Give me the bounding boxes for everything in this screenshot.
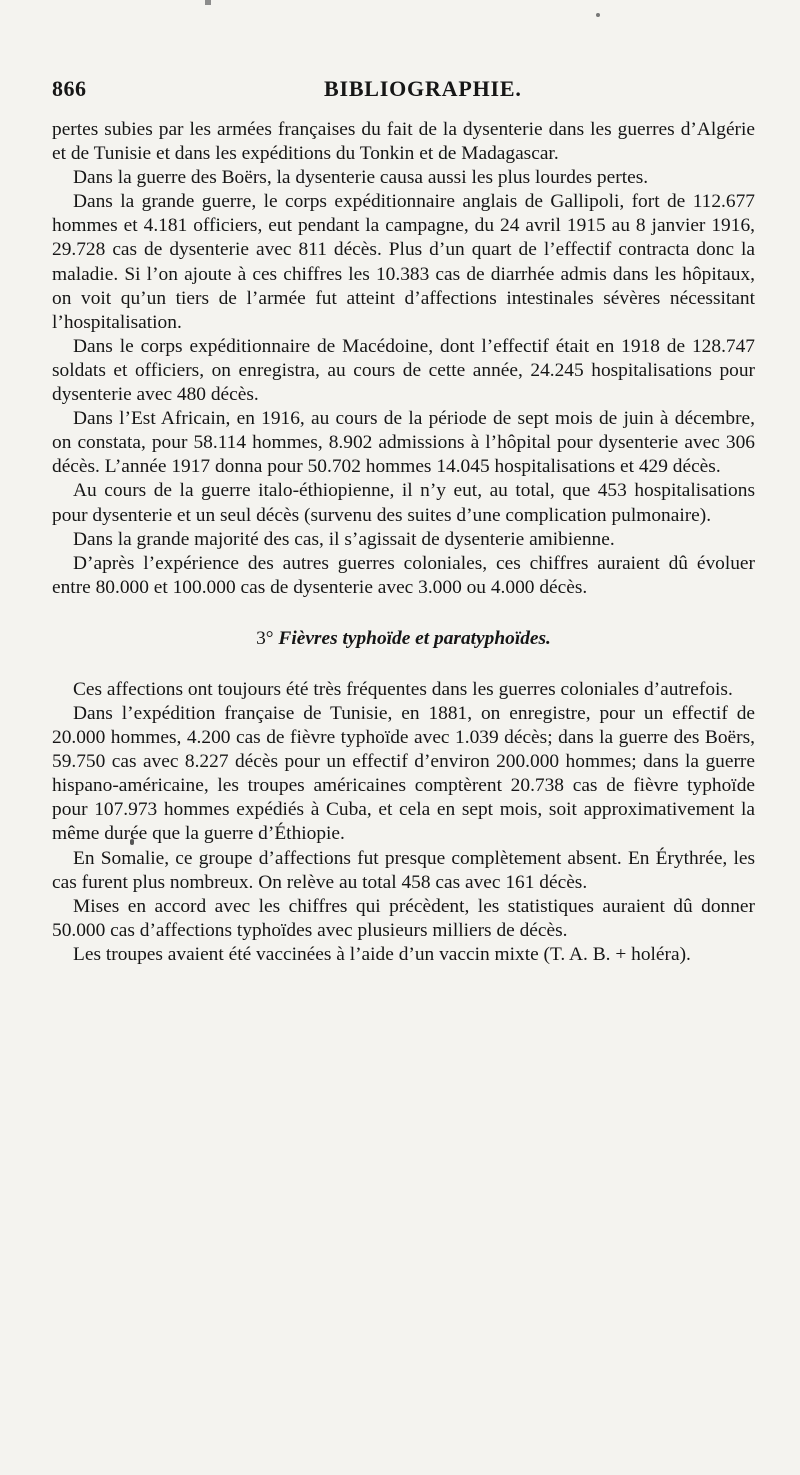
- paragraph: En Somalie, ce groupe d’affections fut presque complètement absent. En Érythrée, les cas furent plus nombreux. On relève au total 458 cas avec 161 décès.: [52, 847, 755, 893]
- page-number: 866: [52, 76, 87, 101]
- paragraph: Ces affections ont toujours été très fréquentes dans les guerres coloniales d’autrefois.: [73, 678, 733, 700]
- paragraph: D’après l’expérience des autres guerres coloniales, ces chiffres auraient dû évoluer entre 80.000 et 100.000 cas de dysenterie avec 3.000 ou 4.000 décès.: [52, 552, 755, 598]
- paragraph: Dans l’Est Africain, en 1916, au cours de la période de sept mois de juin à décembre, on constata, pour 58.114 hommes, 8.902 admissions à l’hôpital pour dysenterie avec 306 décès. L’année 1917 donna pour 50.702 hommes 14.045 hospitalisations et 429 décès.: [52, 408, 755, 478]
- running-title: BIBLIOGRAPHIE.: [324, 76, 522, 101]
- paragraph: Dans la grande guerre, le corps expéditionnaire anglais de Gallipoli, fort de 112.677 hommes et 4.181 officiers, eut pendant la campagne, du 24 avril 1915 au 8 janvier 1916, 29.728 cas de dysenterie avec 811 décès. Plus d’un quart de l’effectif contracta donc la maladie. Si l’on ajoute à ces chiffres les 10.383 cas de diarrhée admis dans les hôpitaux, on voit qu’un tiers de l’armée fut atteint d’affections intestinales sévères nécessitant l’hospitalisation.: [52, 191, 755, 333]
- scan-artifact: [596, 13, 600, 17]
- section-number: 3°: [256, 627, 274, 649]
- body-text: [52, 118, 755, 967]
- paragraph: Dans la grande majorité des cas, il s’agissait de dysenterie amibienne.: [73, 528, 615, 550]
- scan-artifact: [205, 0, 211, 5]
- page-header: [52, 76, 752, 108]
- paragraph: Au cours de la guerre italo-éthiopienne, il n’y eut, au total, que 453 hospitalisations pour dysenterie et un seul décès (survenu des suites d’une complication pulmonaire).: [52, 480, 755, 526]
- paragraph: Dans la guerre des Boërs, la dysenterie causa aussi les plus lourdes pertes.: [73, 167, 649, 189]
- section-heading: [52, 627, 755, 651]
- section-title: Fièvres typhoïde et paratyphoïdes.: [278, 627, 551, 649]
- paragraph: pertes subies par les armées françaises du fait de la dysenterie dans les guerres d’Algérie et de Tunisie et dans les expéditions du Tonkin et de Madagascar.: [52, 119, 755, 165]
- paragraph: Dans le corps expéditionnaire de Macédoine, dont l’effectif était en 1918 de 128.747 soldats et officiers, on enregistra, au cours de cette année, 24.245 hospitalisations pour dysenterie avec 480 décès.: [52, 335, 755, 406]
- paragraph: Les troupes avaient été vaccinées à l’aide d’un vaccin mixte (T. A. B. + holéra).: [73, 943, 691, 965]
- paragraph: Dans l’expédition française de Tunisie, en 1881, on enregistre, pour un effectif de 20.000 hommes, 4.200 cas de fièvre typhoïde avec 1.039 décès; dans la guerre des Boërs, 59.750 cas avec 8.227 décès pour un effectif d’environ 200.000 hommes; dans la guerre hispano-américaine, les troupes américaines comptèrent 20.738 cas de fièvre typhoïde pour 107.973 hommes expédiés à Cuba, et cela en sept mois, soit approximativement la même durée que la guerre d’Éthiopie.: [52, 702, 755, 845]
- paragraph: Mises en accord avec les chiffres qui précèdent, les statistiques auraient dû donner 50.000 cas d’affections typhoïdes avec plusieurs milliers de décès.: [52, 895, 755, 941]
